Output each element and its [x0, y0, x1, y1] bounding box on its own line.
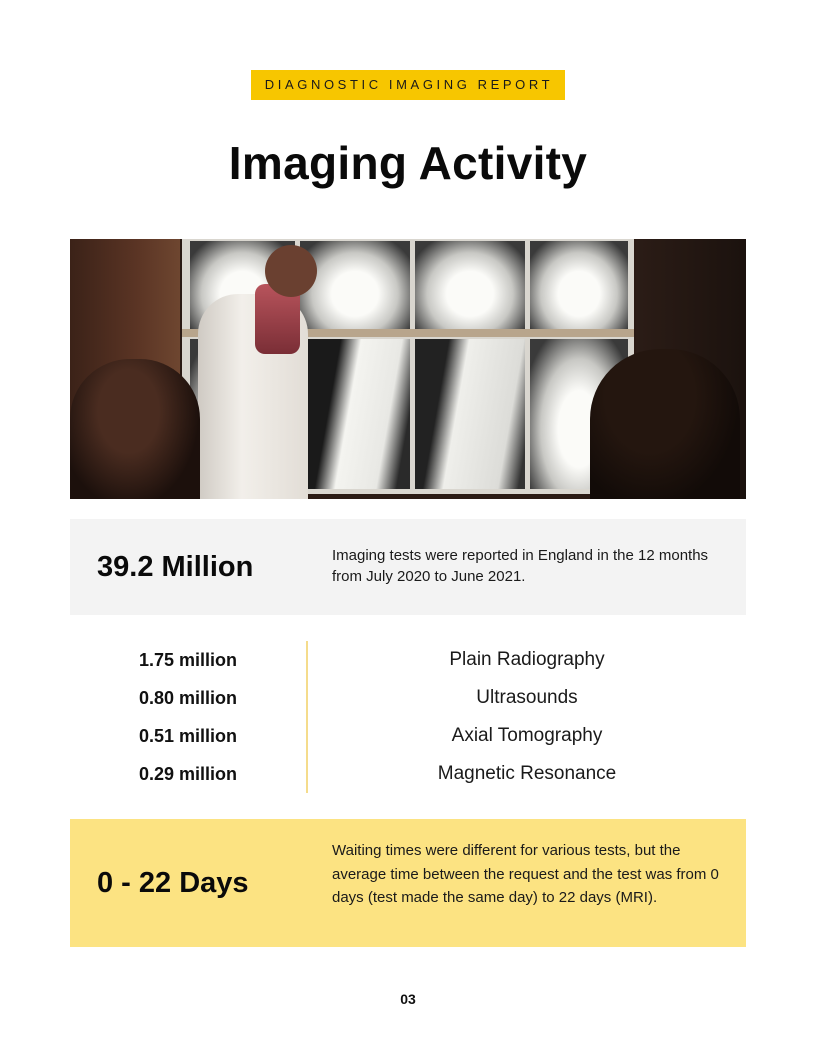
- photo-xray-film: [415, 241, 525, 329]
- report-category-tag: DIAGNOSTIC IMAGING REPORT: [251, 70, 565, 100]
- photo-xray-film: [300, 339, 410, 489]
- photo-observer-right: [590, 349, 740, 499]
- breakdown-row: [70, 717, 746, 755]
- total-tests-description: Imaging tests were reported in England in the 12 months from July 2020 to June 2021.: [332, 547, 709, 585]
- breakdown-value: 1.75 million: [138, 650, 238, 670]
- breakdown-value: 0.51 million: [138, 726, 238, 746]
- photo-xray-film: [300, 241, 410, 329]
- breakdown-label: Magnetic Resonance: [437, 763, 617, 784]
- breakdown-label: Plain Radiography: [449, 649, 605, 670]
- waiting-times-value: 0 - 22 Days: [97, 867, 249, 899]
- total-tests-card: [70, 519, 746, 615]
- report-tag-wrapper: [0, 70, 816, 100]
- photo-observer-left: [70, 359, 200, 499]
- breakdown-row: [70, 679, 746, 717]
- hero-photo: [70, 239, 746, 499]
- modality-breakdown: [70, 641, 746, 793]
- breakdown-value: 0.29 million: [138, 764, 238, 784]
- waiting-times-description: Waiting times were different for various tests, but the average time between the request and the test was from 0 days (test made the same day) to 22 days (MRI).: [332, 842, 719, 906]
- page-title: Imaging Activity: [228, 137, 588, 189]
- total-tests-value: 39.2 Million: [97, 551, 254, 583]
- breakdown-row: [70, 755, 746, 793]
- breakdown-row: [70, 641, 746, 679]
- breakdown-label: Axial Tomography: [451, 725, 603, 746]
- breakdown-label: Ultrasounds: [476, 687, 578, 708]
- photo-doctor-head: [265, 245, 317, 297]
- photo-xray-film: [415, 339, 525, 489]
- waiting-times-card: [70, 819, 746, 947]
- photo-xray-film: [530, 241, 628, 329]
- breakdown-value: 0.80 million: [138, 688, 238, 708]
- page-number: 03: [400, 991, 416, 1007]
